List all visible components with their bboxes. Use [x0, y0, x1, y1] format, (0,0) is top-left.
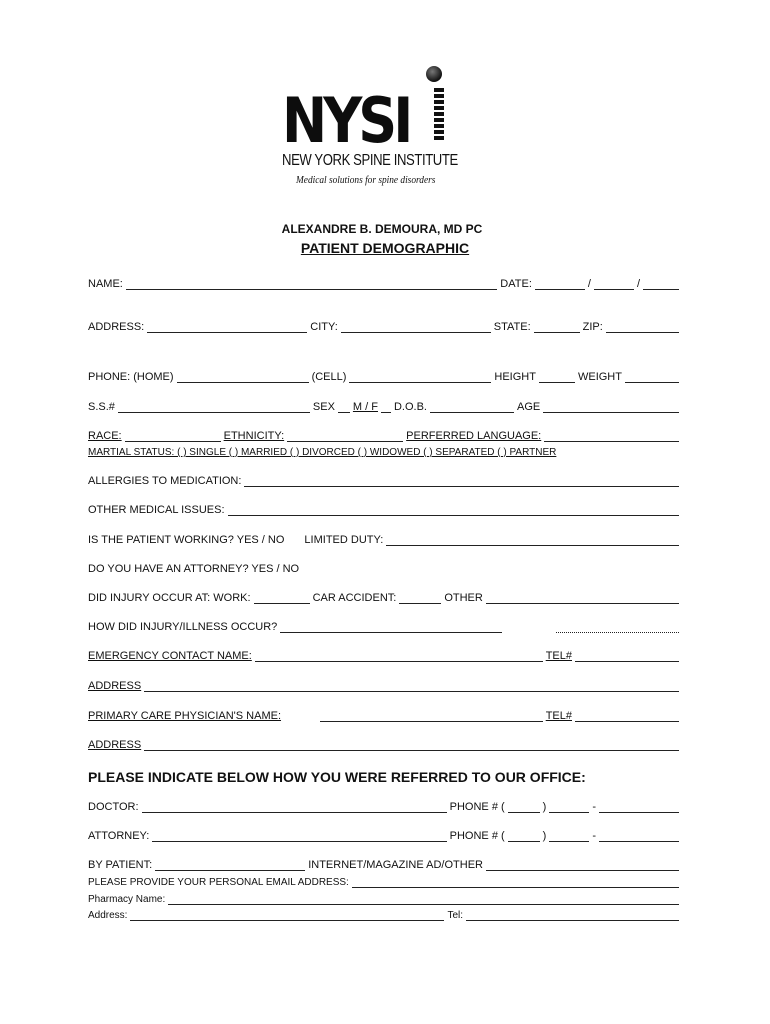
referred-attorney-field[interactable]	[152, 831, 446, 842]
date-slash-1: /	[587, 278, 591, 290]
limited-duty-field[interactable]	[386, 535, 679, 546]
pharmacy-address-field[interactable]	[130, 910, 444, 921]
referred-doctor-close: )	[542, 801, 547, 813]
limited-duty-label: LIMITED DUTY:	[304, 534, 384, 546]
referred-doctor-field[interactable]	[142, 802, 447, 813]
referred-doctor-row	[88, 801, 682, 814]
language-label: PERFERRED LANGUAGE:	[406, 430, 542, 442]
ss-field[interactable]	[118, 402, 310, 413]
by-patient-label: BY PATIENT:	[88, 859, 153, 871]
emergency-address-field[interactable]	[144, 681, 679, 692]
other-label: OTHER	[444, 592, 483, 604]
emergency-address-label: ADDRESS	[88, 680, 142, 692]
ss-row	[88, 401, 682, 414]
referred-attorney-phone-label: PHONE # (	[449, 830, 505, 842]
race-label: RACE:	[88, 430, 122, 442]
state-label: STATE:	[493, 321, 531, 333]
injury-row	[88, 592, 682, 605]
sex-blank-2[interactable]	[381, 402, 391, 413]
date-slash-2: /	[636, 278, 640, 290]
phone-home-field[interactable]	[177, 372, 309, 383]
sex-blank[interactable]	[338, 402, 350, 413]
address-label: ADDRESS:	[88, 321, 145, 333]
working-row	[88, 534, 682, 547]
height-field[interactable]	[539, 372, 575, 383]
referred-attorney-close: )	[542, 830, 547, 842]
sex-options[interactable]: M / F	[352, 401, 378, 413]
city-field[interactable]	[341, 322, 491, 333]
page-title: PATIENT DEMOGRAPHIC	[300, 240, 470, 256]
allergies-row	[88, 475, 682, 488]
emergency-tel-field[interactable]	[575, 651, 679, 662]
attorney-question[interactable]: DO YOU HAVE AN ATTORNEY? YES / NO	[88, 563, 300, 575]
working-question[interactable]: IS THE PATIENT WORKING? YES / NO	[88, 534, 285, 546]
referred-doctor-label: DOCTOR:	[88, 801, 139, 813]
marital-status[interactable]: MARTIAL STATUS: ( ) SINGLE ( ) MARRIED ( ) DIVORCED ( ) WIDOWED ( ) SEPARATED ( ) PARTNER	[88, 447, 557, 458]
date-label: DATE:	[500, 278, 532, 290]
emergency-tel-label: TEL#	[545, 650, 572, 662]
how-injury-field-2[interactable]	[556, 622, 679, 633]
how-injury-row	[88, 621, 682, 634]
referred-doctor-area-field[interactable]	[508, 802, 540, 813]
email-row	[88, 876, 682, 889]
sex-label: SEX	[312, 401, 335, 413]
injury-work-field[interactable]	[254, 593, 310, 604]
logo-tagline: Medical solutions for spine disorders	[296, 174, 436, 186]
zip-label: ZIP:	[582, 321, 603, 333]
state-field[interactable]	[534, 322, 580, 333]
medical-issues-row	[88, 504, 682, 517]
date-month-field[interactable]	[535, 279, 585, 290]
spacer	[287, 536, 301, 546]
dob-label: D.O.B.	[393, 401, 427, 413]
referred-attorney-dash: -	[592, 830, 596, 842]
allergies-label: ALLERGIES TO MEDICATION:	[88, 475, 242, 487]
logo-mark: NYSI	[282, 84, 410, 157]
internet-label: INTERNET/MAGAZINE AD/OTHER	[308, 859, 483, 871]
height-label: HEIGHT	[494, 371, 536, 383]
by-patient-row	[88, 859, 682, 872]
pharmacy-address-row	[88, 909, 682, 922]
nysi-logo	[282, 62, 460, 194]
car-accident-label: CAR ACCIDENT:	[312, 592, 397, 604]
cell-field[interactable]	[349, 372, 491, 383]
by-patient-field[interactable]	[155, 860, 305, 871]
referred-attorney-phone-field-2[interactable]	[599, 831, 679, 842]
referred-attorney-row	[88, 830, 682, 843]
phone-home-label: PHONE: (HOME)	[88, 371, 174, 383]
name-field[interactable]	[126, 279, 497, 290]
weight-label: WEIGHT	[577, 371, 622, 383]
weight-field[interactable]	[625, 372, 679, 383]
allergies-field[interactable]	[244, 476, 679, 487]
pcp-address-row	[88, 739, 682, 752]
language-field[interactable]	[544, 431, 679, 442]
internet-field[interactable]	[486, 860, 679, 871]
spine-icon	[434, 88, 444, 142]
emergency-row	[88, 650, 682, 663]
emergency-label: EMERGENCY CONTACT NAME:	[88, 650, 252, 662]
doctor-name: ALEXANDRE B. DEMOURA, MD PC	[281, 222, 483, 236]
address-row	[88, 321, 682, 334]
ethnicity-field[interactable]	[287, 431, 403, 442]
referred-doctor-phone-field[interactable]	[549, 802, 589, 813]
age-label: AGE	[517, 401, 541, 413]
pcp-name-field[interactable]	[320, 711, 543, 722]
dob-field[interactable]	[430, 402, 514, 413]
attorney-row	[88, 563, 682, 576]
zip-field[interactable]	[606, 322, 679, 333]
pharmacy-tel-label: Tel:	[447, 910, 464, 921]
city-label: CITY:	[310, 321, 338, 333]
referred-attorney-area-field[interactable]	[508, 831, 540, 842]
pcp-address-label: ADDRESS	[88, 739, 142, 751]
institute-name: NEW YORK SPINE INSTITUTE	[282, 152, 458, 169]
pcp-address-field[interactable]	[144, 740, 679, 751]
other-medical-label: OTHER MEDICAL ISSUES:	[88, 504, 225, 516]
age-field[interactable]	[543, 402, 679, 413]
other-field[interactable]	[486, 593, 679, 604]
spine-ball-icon	[426, 66, 442, 82]
emergency-name-field[interactable]	[255, 651, 543, 662]
email-field[interactable]	[352, 877, 679, 888]
marital-row	[88, 446, 682, 459]
pcp-tel-field[interactable]	[575, 711, 679, 722]
date-day-field[interactable]	[594, 279, 634, 290]
referred-doctor-dash: -	[592, 801, 596, 813]
date-year-field[interactable]	[643, 279, 679, 290]
phone-row	[88, 371, 682, 384]
ethnicity-label: ETHNICITY:	[223, 430, 285, 442]
pharmacy-name-label: Pharmacy Name:	[88, 894, 166, 905]
pharmacy-name-field[interactable]	[168, 894, 679, 905]
referred-heading: PLEASE INDICATE BELOW HOW YOU WERE REFERRED TO OUR OFFICE:	[88, 769, 586, 785]
race-row	[88, 430, 682, 443]
pcp-row	[88, 710, 682, 723]
name-label: NAME:	[88, 278, 123, 290]
spacer	[508, 623, 550, 633]
name-date-row	[88, 278, 682, 291]
other-medical-field[interactable]	[228, 505, 679, 516]
pcp-label: PRIMARY CARE PHYSICIAN'S NAME:	[88, 710, 282, 722]
referred-attorney-label: ATTORNEY:	[88, 830, 150, 842]
injury-work-label: DID INJURY OCCUR AT: WORK:	[88, 592, 251, 604]
emergency-address-row	[88, 680, 682, 693]
how-injury-label: HOW DID INJURY/ILLNESS OCCUR?	[88, 621, 278, 633]
email-label: PLEASE PROVIDE YOUR PERSONAL EMAIL ADDRESS:	[88, 877, 349, 888]
ss-label: S.S.#	[88, 401, 115, 413]
pharmacy-tel-field[interactable]	[466, 910, 679, 921]
pharmacy-address-label: Address:	[88, 910, 128, 921]
address-field[interactable]	[147, 322, 307, 333]
spacer	[284, 712, 314, 722]
referred-attorney-phone-field[interactable]	[549, 831, 589, 842]
pharmacy-row	[88, 893, 682, 906]
how-injury-field[interactable]	[280, 622, 502, 633]
pcp-tel-label: TEL#	[545, 710, 572, 722]
car-accident-field[interactable]	[399, 593, 441, 604]
referred-doctor-phone-label: PHONE # (	[449, 801, 505, 813]
cell-label: (CELL)	[311, 371, 347, 383]
referred-doctor-phone-field-2[interactable]	[599, 802, 679, 813]
race-field[interactable]	[125, 431, 221, 442]
